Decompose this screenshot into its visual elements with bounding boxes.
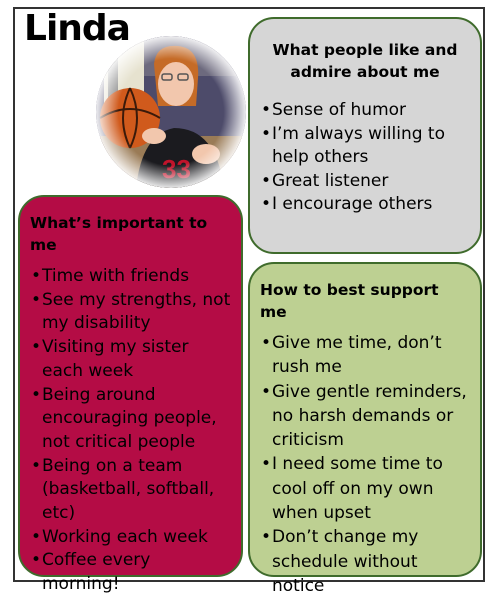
profile-name: Linda <box>24 8 130 49</box>
list-item: • Give me time, don’t rush me <box>261 333 442 378</box>
support-title: How to best support me <box>260 281 439 321</box>
list-item: • I need some time to cool off on my own when upset <box>261 454 443 524</box>
list-item: • See my strengths, not my disability <box>31 289 231 334</box>
list-item: • Don’t change my schedule without notice <box>261 527 419 596</box>
admire-title: What people like and admire about me <box>272 41 458 81</box>
list-item: • Working each week <box>31 526 208 547</box>
list-item: • Being around encouraging people, not critical people <box>31 384 217 452</box>
list-item: • Give gentle reminders, no harsh demands or criticism <box>261 381 467 451</box>
important-panel <box>18 195 243 595</box>
basketball-player-photo <box>96 36 246 188</box>
list-item: • Visiting my sister each week <box>31 337 189 381</box>
list-item: • I’m always willing to help others <box>261 123 445 168</box>
important-title: What’s important to me <box>30 214 208 254</box>
list-item: • Coffee every morning! <box>31 550 151 595</box>
admire-list <box>260 99 470 217</box>
important-list <box>30 265 231 597</box>
list-item: • Being on a team (basketball, softball, etc) <box>31 455 215 524</box>
support-panel <box>248 262 482 596</box>
list-item: • Great listener <box>261 170 389 191</box>
list-item: • Sense of humor <box>261 100 407 120</box>
support-list <box>260 331 470 598</box>
list-item: • Time with friends <box>31 266 190 286</box>
profile-photo <box>96 36 246 188</box>
list-item: • I encourage others <box>261 194 433 215</box>
admire-panel <box>248 17 482 254</box>
